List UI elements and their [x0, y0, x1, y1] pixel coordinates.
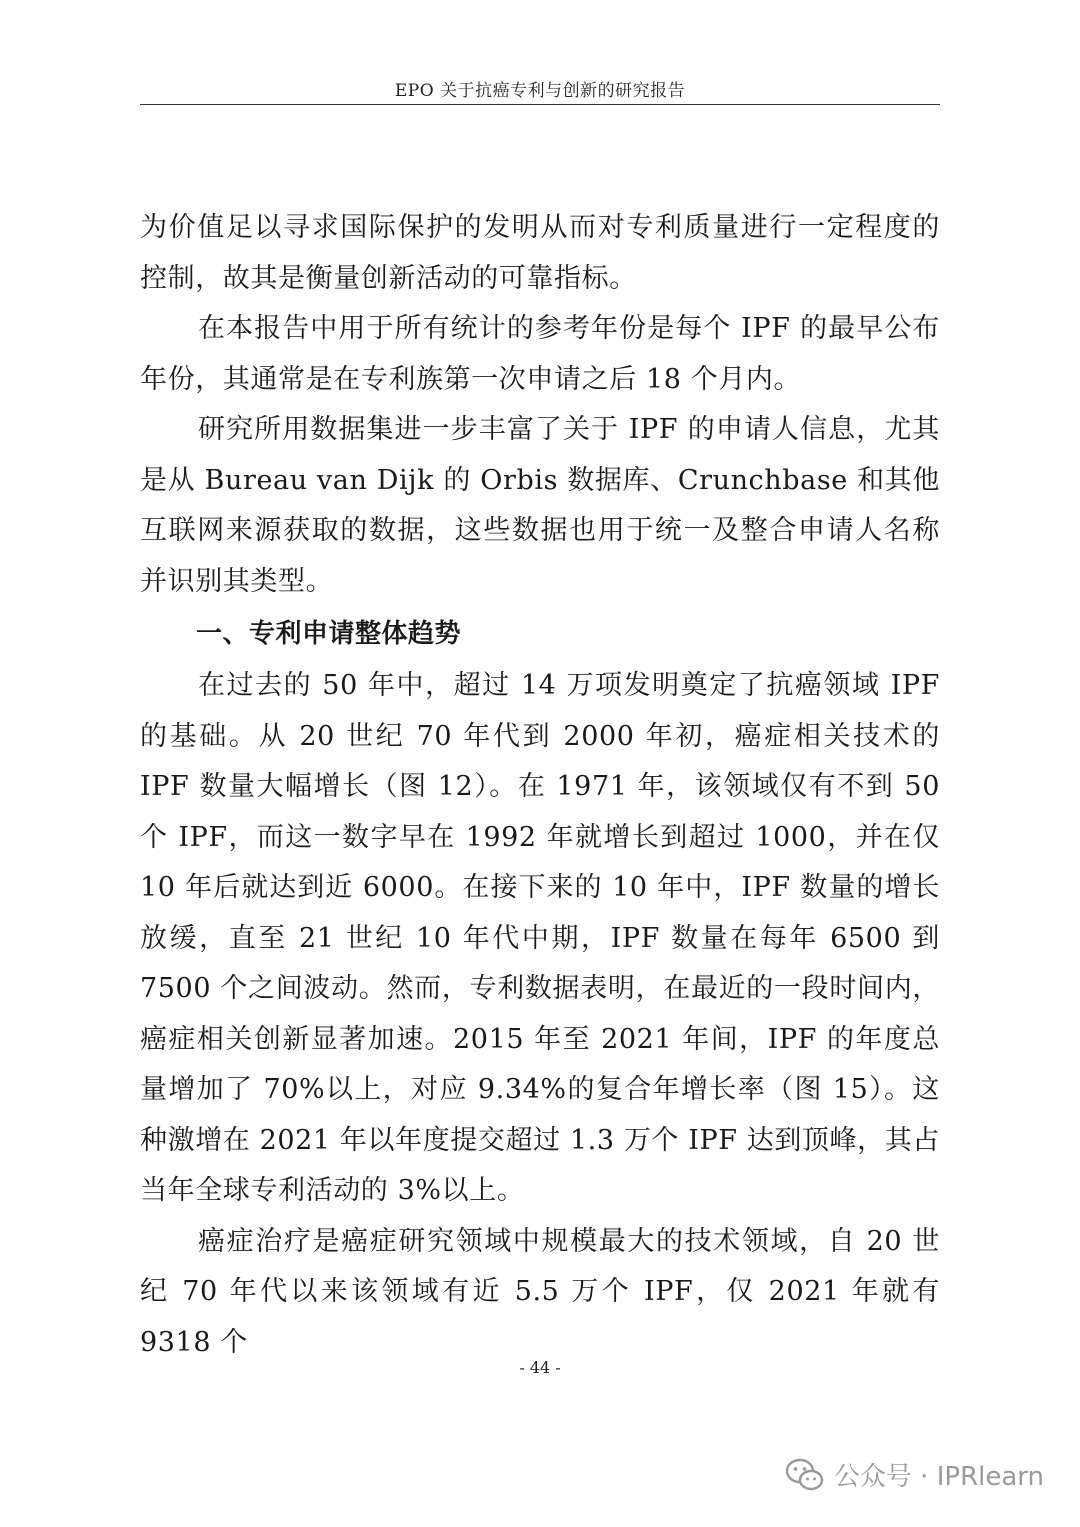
- page-header: EPO 关于抗癌专利与创新的研究报告: [394, 81, 686, 101]
- wechat-icon: [786, 1458, 824, 1492]
- paragraph-dataset: 研究所用数据集进一步丰富了关于 IPF 的申请人信息，尤其是从 Bureau van Dijk 的 Orbis 数据库、Crunchbase 和其他互联网来源获取的数据，这些数据也用于统一及整合申请人名称并识别其类型。: [140, 414, 940, 597]
- paragraph-continuation: 为价值足以寻求国际保护的发明从而对专利质量进行一定程度的控制，故其是衡量创新活动的可靠指标。: [140, 212, 940, 294]
- watermark-text: 公众号 · IPRlearn: [833, 1462, 1044, 1492]
- page-number: - 44 -: [519, 1358, 561, 1377]
- paragraph-cancer-treatment: 癌症治疗是癌症研究领域中规模最大的技术领域，自 20 世纪 70 年代以来该领域有近 5.5 万个 IPF，仅 2021 年就有 9318 个: [140, 1225, 940, 1358]
- main-content: [140, 203, 940, 1368]
- header-divider: [140, 104, 940, 105]
- section-heading: 一、专利申请整体趋势: [196, 619, 462, 649]
- watermark: [786, 1456, 1044, 1493]
- paragraph-reference-year: 在本报告中用于所有统计的参考年份是每个 IPF 的最早公布年份，其通常是在专利族第一次申请之后 18 个月内。: [140, 313, 940, 395]
- paragraph-overall-trend: 在过去的 50 年中，超过 14 万项发明奠定了抗癌领域 IPF 的基础。从 20 世纪 70 年代到 2000 年初，癌症相关技术的 IPF 数量大幅增长（图 12）。在 1971 年，该领域仅有不到 50 个 IPF，而这一数字早在 1992 年就增长到超过 1000，并在仅 10 年后就达到近 6000。在接下来的 10 年中，IPF 数量的增长放缓，直至 21 世纪 10 年代中期，IPF 数量在每年 6500 到 7500 个之间波动。然而，专利数据表明，在最近的一段时间内，癌症相关创新显著加速。2015 年至 2021 年间，IPF 的年度总量增加了 70%以上，对应 9.34%的复合年增长率（图 15）。这种激增在 2021 年以年度提交超过 1.3 万个 IPF 达到顶峰，其占当年全球专利活动的 3%以上。: [140, 670, 940, 1206]
